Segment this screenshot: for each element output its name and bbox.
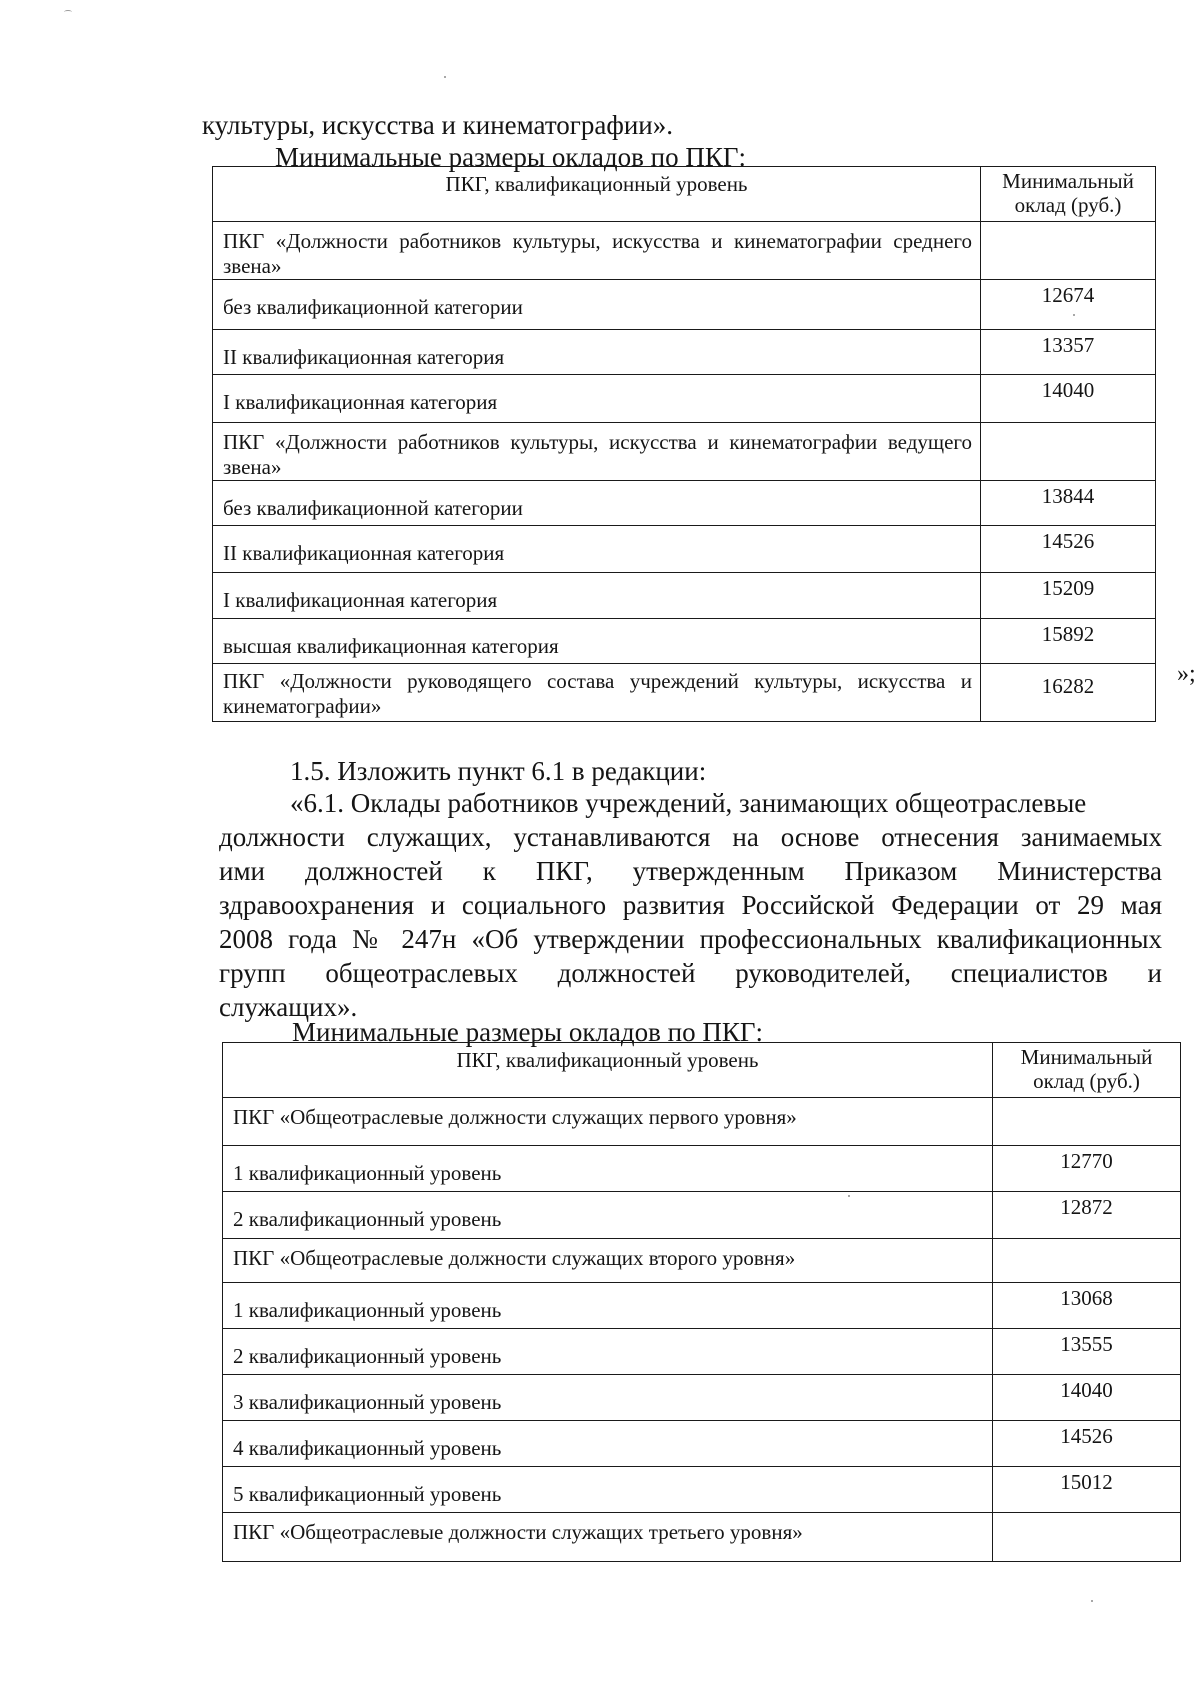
closing-quote-mark: »;: [1177, 661, 1196, 687]
paragraph-line: должности служащих, устанавливаются на основе отнесения занимаемых: [219, 822, 1162, 852]
table-row: [213, 222, 1156, 280]
row-label: ПКГ «Общеотраслевые должности служащих третьего уровня»: [223, 1513, 993, 1562]
row-value: [993, 1098, 1181, 1146]
table-row: [213, 573, 1156, 619]
scan-speck: [1091, 1600, 1093, 1602]
row-label: ПКГ «Общеотраслевые должности служащих второго уровня»: [223, 1239, 993, 1283]
row-label: 2 квалификационный уровень: [223, 1192, 993, 1239]
row-value: [993, 1239, 1181, 1283]
table-row: [223, 1329, 1181, 1375]
row-label: 3 квалификационный уровень: [223, 1375, 993, 1421]
row-value: 15209: [981, 573, 1156, 619]
table-row: [213, 375, 1156, 423]
row-value: 14040: [993, 1375, 1181, 1421]
row-label: без квалификационной категории: [213, 280, 981, 330]
table-heading: Минимальные размеры окладов по ПКГ:: [275, 142, 746, 172]
table-row: [223, 1375, 1181, 1421]
row-value: 12872: [993, 1192, 1181, 1239]
salary-table-culture: [212, 166, 1156, 722]
row-label: I квалификационная категория: [213, 573, 981, 619]
row-value: [993, 1513, 1181, 1562]
row-value: 12770: [993, 1146, 1181, 1192]
paragraph-line: служащих».: [219, 992, 358, 1022]
row-label: 5 квалификационный уровень: [223, 1467, 993, 1513]
paragraph-line: 2008 года № 247н «Об утверждении профессиональных квалификационных: [219, 924, 1162, 954]
row-label: 4 квалификационный уровень: [223, 1421, 993, 1467]
row-label: II квалификационная категория: [213, 330, 981, 375]
column-header-min-salary: Минимальный оклад (руб.): [981, 167, 1156, 222]
scan-mark: [64, 10, 72, 14]
table-row: [213, 423, 1156, 481]
row-label: I квалификационная категория: [213, 375, 981, 423]
row-value: 16282: [981, 664, 1156, 722]
row-label: 1 квалификационный уровень: [223, 1283, 993, 1329]
row-value: [981, 423, 1156, 481]
row-label: 2 квалификационный уровень: [223, 1329, 993, 1375]
table-row: [223, 1192, 1181, 1239]
row-value: 14526: [981, 526, 1156, 573]
table-row: [223, 1098, 1181, 1146]
row-label: ПКГ «Общеотраслевые должности служащих первого уровня»: [223, 1098, 993, 1146]
row-value: 13068: [993, 1283, 1181, 1329]
table-row: [223, 1513, 1181, 1562]
row-value: 13844: [981, 481, 1156, 526]
row-label: ПКГ «Должности руководящего состава учреждений культуры, искусства и кинематографии»: [213, 664, 981, 722]
table-row: [213, 664, 1156, 722]
row-value: 14526: [993, 1421, 1181, 1467]
paragraph-line: групп общеотраслевых должностей руководителей, специалистов и: [219, 958, 1162, 988]
row-label: ПКГ «Должности работников культуры, искусства и кинематографии ведущего звена»: [213, 423, 981, 481]
row-value: 15012: [993, 1467, 1181, 1513]
row-label: высшая квалификационная категория: [213, 619, 981, 664]
table-row: [213, 280, 1156, 330]
table-row: [213, 330, 1156, 375]
scan-speck: [444, 76, 446, 78]
table-row: [213, 481, 1156, 526]
row-value: [981, 222, 1156, 280]
table-row: [223, 1239, 1181, 1283]
paragraph-line: здравоохранения и социального развития Российской Федерации от 29 мая: [219, 890, 1162, 920]
intro-line: культуры, искусства и кинематографии».: [202, 110, 673, 140]
row-value: 15892: [981, 619, 1156, 664]
row-value: 13357: [981, 330, 1156, 375]
table-row: [213, 619, 1156, 664]
row-label: ПКГ «Должности работников культуры, искусства и кинематографии среднего звена»: [213, 222, 981, 280]
column-header-min-salary: Минимальный оклад (руб.): [993, 1043, 1181, 1098]
table-header-row: [223, 1043, 1181, 1098]
table-row: [223, 1283, 1181, 1329]
table-heading: Минимальные размеры окладов по ПКГ:: [292, 1017, 763, 1047]
table-row: [223, 1467, 1181, 1513]
table-row: [213, 526, 1156, 573]
paragraph-line: «6.1. Оклады работников учреждений, занимающих общеотраслевые: [290, 788, 1087, 818]
row-value: 13555: [993, 1329, 1181, 1375]
paragraph-line: ими должностей к ПКГ, утвержденным Приказом Министерства: [219, 856, 1162, 886]
row-value: 14040: [981, 375, 1156, 423]
row-value: 12674: [981, 280, 1156, 330]
table-header-row: [213, 167, 1156, 222]
row-label: 1 квалификационный уровень: [223, 1146, 993, 1192]
column-header-pkg: ПКГ, квалификационный уровень: [223, 1043, 993, 1098]
table-row: [223, 1421, 1181, 1467]
row-label: без квалификационной категории: [213, 481, 981, 526]
salary-table-general-positions: [222, 1042, 1181, 1562]
table-row: [223, 1146, 1181, 1192]
section-title: 1.5. Изложить пункт 6.1 в редакции:: [290, 756, 707, 786]
column-header-pkg: ПКГ, квалификационный уровень: [213, 167, 981, 222]
row-label: II квалификационная категория: [213, 526, 981, 573]
